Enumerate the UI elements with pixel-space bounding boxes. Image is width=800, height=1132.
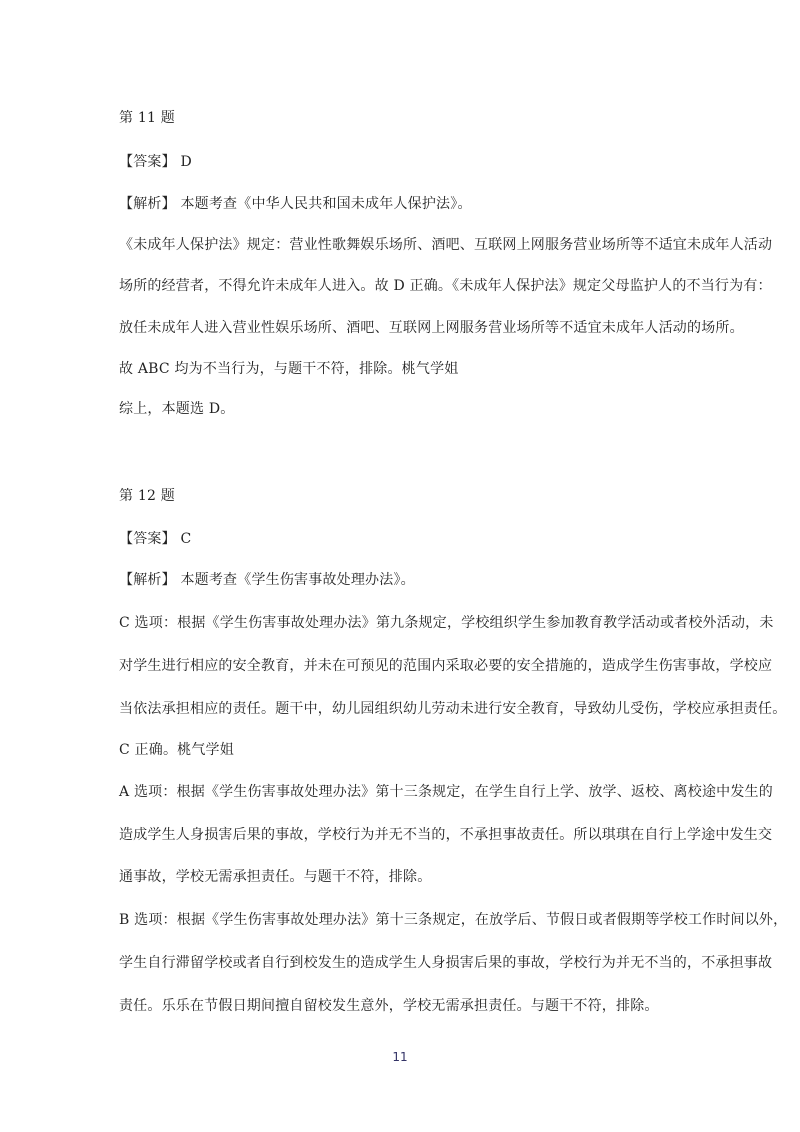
question-12-analysis-line: 学生自行滞留学校或者自行到校发生的造成学生人身损害后果的事故，学校行为并无不当的，不承担事故 <box>119 955 773 971</box>
question-11-answer: 【答案】 D <box>119 154 192 170</box>
question-12-analysis-line: C 正确。桃气学姐 <box>119 742 234 758</box>
question-11-analysis-line: 《未成年人保护法》规定：营业性歌舞娱乐场所、酒吧、互联网上网服务营业场所等不适宜未成年人活动 <box>119 237 773 253</box>
question-12-analysis-line: 造成学生人身损害后果的事故，学校行为并无不当的，不承担事故责任。所以琪琪在自行上学途中发生交 <box>119 827 773 843</box>
question-12-answer: 【答案】 C <box>119 531 192 547</box>
question-12-analysis-line: 当依法承担相应的责任。题干中，幼儿园组织幼儿劳动未进行安全教育，导致幼儿受伤，学校应承担责任。 <box>119 701 787 717</box>
question-11-analysis-line: 放任未成年人进入营业性娱乐场所、酒吧、互联网上网服务营业场所等不适宜未成年人活动的场所。 <box>119 320 744 336</box>
question-12-analysis-intro: 【解析】 本题考查《学生伤害事故处理办法》。 <box>119 572 415 588</box>
question-11-analysis-intro: 【解析】 本题考查《中华人民共和国未成年人保护法》。 <box>119 196 472 212</box>
question-11-analysis-line: 综上，本题选 D。 <box>119 401 235 417</box>
question-12-heading: 第 12 题 <box>119 488 175 504</box>
question-12-analysis-line: 通事故，学校无需承担责任。与题干不符，排除。 <box>119 869 432 885</box>
page-number: 11 <box>392 1050 408 1064</box>
question-12-analysis-line: 对学生进行相应的安全教育，并未在可预见的范围内采取必要的安全措施的，造成学生伤害事故，学校应 <box>119 658 773 674</box>
question-11-analysis-line: 故 ABC 均为不当行为，与题干不符，排除。桃气学姐 <box>119 361 459 377</box>
question-12-analysis-line: 责任。乐乐在节假日期间擅自留校发生意外，学校无需承担责任。与题干不符，排除。 <box>119 998 659 1014</box>
question-12-analysis-line: C 选项：根据《学生伤害事故处理办法》第九条规定，学校组织学生参加教育教学活动或者校外活动，未 <box>119 615 774 631</box>
question-12-analysis-line: A 选项：根据《学生伤害事故处理办法》第十三条规定，在学生自行上学、放学、返校、离校途中发生的 <box>119 784 773 800</box>
question-11-heading: 第 11 题 <box>119 110 175 126</box>
question-12-analysis-line: B 选项：根据《学生伤害事故处理办法》第十三条规定，在放学后、节假日或者假期等学校工作时间以外， <box>119 912 788 928</box>
question-11-analysis-line: 场所的经营者，不得允许未成年人进入。故 D 正确。《未成年人保护法》规定父母监护人的不当行为有： <box>119 278 772 294</box>
